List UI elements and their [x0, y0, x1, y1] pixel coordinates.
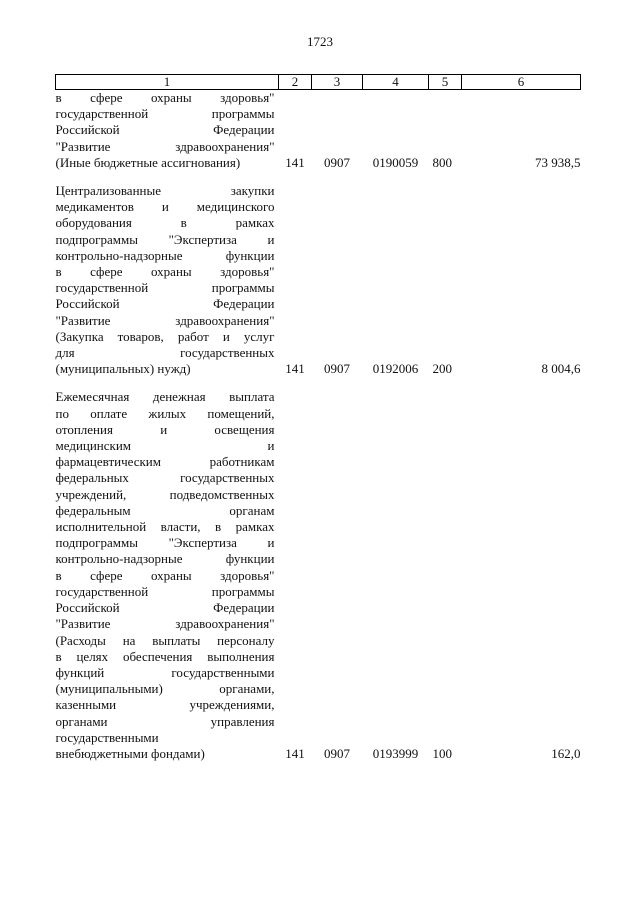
description-line: федеральных государственных	[55, 470, 275, 486]
row-section-code: 0907	[324, 361, 350, 377]
header-col-5: 5	[429, 75, 462, 90]
description-line: контрольно-надзорные функции	[55, 551, 275, 567]
description-line: в сфере охраны здоровья"	[55, 264, 275, 280]
description-line: (муниципальными) органами,	[55, 681, 275, 697]
description-line: медицинским и	[55, 438, 275, 454]
description-line: Российской Федерации	[55, 600, 275, 616]
table-row	[56, 183, 581, 377]
description-line: в целях обеспечения выполнения	[55, 648, 275, 664]
budget-table	[55, 74, 581, 762]
header-col-3: 3	[312, 75, 363, 90]
header-row	[56, 75, 581, 90]
row-expense-type: 200	[432, 361, 452, 377]
row-ministry-code: 141	[285, 361, 305, 377]
description-line: Ежемесячная денежная выплата	[55, 389, 275, 405]
row-section-code: 0907	[324, 154, 350, 170]
description-line: Централизованные закупки	[55, 183, 275, 199]
description-line: оборудования в рамках	[55, 215, 275, 231]
row-expense-type: 800	[432, 154, 452, 170]
description-line: в сфере охраны здоровья"	[55, 567, 275, 583]
description-line: по оплате жилых помещений,	[55, 405, 275, 421]
row-section-code: 0907	[324, 745, 350, 761]
description-line: государственной программы	[55, 280, 275, 296]
table-row	[56, 389, 581, 762]
description-line: органами управления	[55, 713, 275, 729]
header-col-4: 4	[363, 75, 429, 90]
description-line: подпрограммы "Экспертиза и	[55, 231, 275, 247]
row-target-code: 0193999	[372, 745, 419, 761]
description-line: медикаментов и медицинского	[55, 199, 275, 215]
description-line: подпрограммы "Экспертиза и	[55, 535, 275, 551]
table-header	[56, 75, 581, 90]
description-line: контрольно-надзорные функции	[55, 247, 275, 263]
table-body	[56, 90, 581, 763]
row-spacer	[56, 171, 581, 183]
description-line: (Закупка товаров, работ и услуг	[55, 328, 275, 344]
description-line: государственной программы	[55, 106, 275, 122]
description-line: государственными	[55, 729, 159, 745]
description-line: (Расходы на выплаты персоналу	[55, 632, 275, 648]
description-line: (Иные бюджетные ассигнования)	[55, 154, 241, 170]
row-amount: 162,0	[551, 745, 581, 761]
row-spacer	[56, 377, 581, 389]
row-description	[56, 90, 279, 172]
description-line: внебюджетными фондами)	[55, 745, 205, 761]
description-line: для государственных	[55, 345, 275, 361]
row-target-code: 0192006	[372, 361, 419, 377]
row-spacer-cell	[56, 377, 581, 389]
header-col-1: 1	[56, 75, 279, 90]
row-target-code: 0190059	[372, 154, 419, 170]
header-col-2: 2	[279, 75, 312, 90]
description-line: отопления и освещения	[55, 421, 275, 437]
description-line: "Развитие здравоохранения"	[55, 312, 275, 328]
description-line: Российской Федерации	[55, 122, 275, 138]
description-line: федеральным органам	[55, 502, 275, 518]
page-number: 1723	[307, 34, 333, 49]
description-line: Российской Федерации	[55, 296, 275, 312]
row-expense-type: 100	[432, 745, 452, 761]
description-line: фармацевтическим работникам	[55, 454, 275, 470]
header-col-6: 6	[462, 75, 581, 90]
description-line: государственной программы	[55, 583, 275, 599]
row-description	[56, 389, 279, 762]
description-line: исполнительной власти, в рамках	[55, 519, 275, 535]
description-line: функций государственными	[55, 664, 275, 680]
row-amount: 8 004,6	[541, 361, 581, 377]
table-row	[56, 90, 581, 172]
description-line: "Развитие здравоохранения"	[55, 138, 275, 154]
row-spacer-cell	[56, 171, 581, 183]
row-description	[56, 183, 279, 377]
description-line: в сфере охраны здоровья"	[55, 90, 275, 105]
row-amount: 73 938,5	[535, 154, 581, 170]
row-ministry-code: 141	[285, 154, 305, 170]
description-line: (муниципальных) нужд)	[55, 361, 191, 377]
description-line: казенными учреждениями,	[55, 697, 275, 713]
description-line: учреждений, подведомственных	[55, 486, 275, 502]
description-line: "Развитие здравоохранения"	[55, 616, 275, 632]
row-ministry-code: 141	[285, 745, 305, 761]
